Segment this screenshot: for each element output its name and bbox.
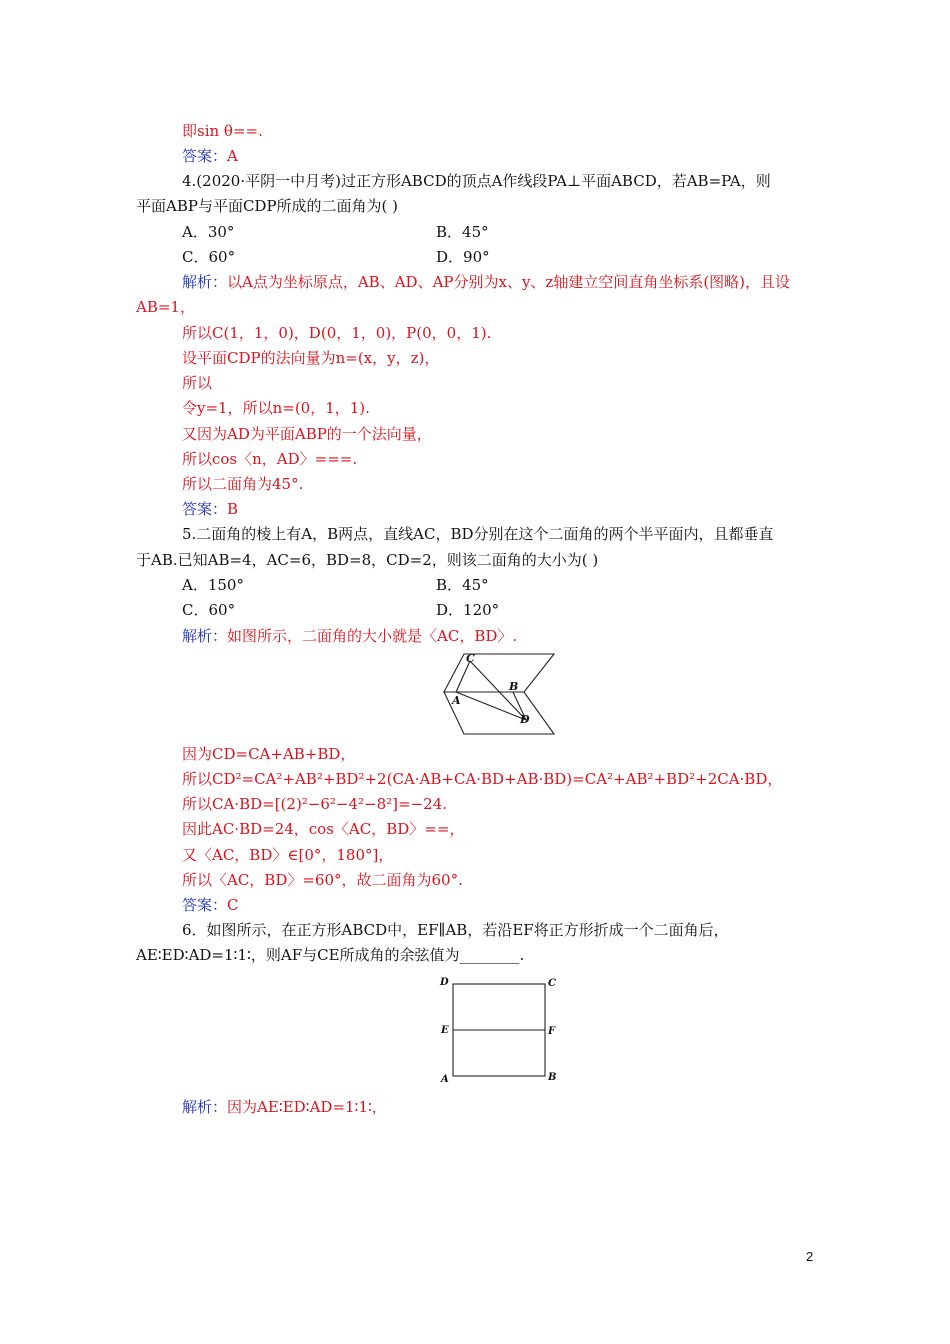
q4-option-c: C．60°: [182, 248, 236, 266]
answer-line: [182, 146, 238, 166]
text-line: 设平面CDP的法向量为n=(x，y，z)，: [182, 349, 440, 367]
q5-option-d: D．120°: [436, 601, 500, 619]
label-f: F: [548, 1026, 556, 1037]
text-line: 所以C(1，1，0)，D(0，1，0)，P(0，0，1).: [182, 324, 492, 342]
analysis-label: 解析：: [182, 273, 228, 291]
text-line: 因此AC·BD=24，cos〈AC，BD〉==，: [182, 820, 465, 838]
dihedral-angle-figure: [440, 650, 560, 738]
text-line: 所以〈AC，BD〉=60°，故二面角为60°.: [182, 871, 463, 889]
analysis-text: 如图所示，二面角的大小就是〈AC，BD〉.: [227, 627, 518, 645]
page-number: 2: [806, 1249, 814, 1264]
text-line: 令y=1，所以n=(0，1，1).: [182, 399, 370, 417]
analysis-line: [182, 1097, 387, 1117]
answer-line: [182, 895, 239, 915]
answer-value: C: [227, 896, 239, 914]
text-line: 所以二面角为45°.: [182, 475, 304, 493]
upper-half-plane: [444, 654, 554, 692]
question-5-text-cont: 于AB.已知AB=4，AC=6，BD=8，CD=2，则该二面角的大小为( ): [136, 551, 599, 569]
label-b: B: [509, 680, 519, 693]
q4-option-b: B．45°: [436, 223, 489, 241]
answer-value: A: [227, 147, 238, 165]
label-c: C: [466, 652, 475, 665]
text-line: 所以CA·BD=[(2)²−6²−4²−8²]=−24.: [182, 795, 448, 813]
q5-option-b: B．45°: [436, 576, 489, 594]
analysis-text: 以A点为坐标原点，AB、AD、AP分别为x、y、z轴建立空间直角坐标系(图略)，且设: [227, 273, 791, 291]
q5-option-c: C．60°: [182, 601, 236, 619]
label-a: A: [441, 1074, 449, 1085]
analysis-label: 解析：: [182, 627, 228, 645]
analysis-line: [182, 272, 790, 292]
question-4-text: 4.(2020·平阴一中月考)过正方形ABCD的顶点A作线段PA⊥平面ABCD，若AB=PA，则: [182, 172, 771, 190]
label-d: D: [520, 713, 530, 726]
q5-option-a: A．150°: [182, 576, 244, 594]
question-5-text: 5.二面角的棱上有A，B两点，直线AC，BD分别在这个二面角的两个半平面内，且都垂直: [182, 525, 774, 543]
label-e: E: [441, 1025, 449, 1036]
answer-line: [182, 499, 238, 519]
text-line: AB=1，: [136, 298, 195, 316]
q4-option-a: A．30°: [182, 223, 235, 241]
text-line: 因为CD=CA+AB+BD，: [182, 745, 356, 763]
text-line: 又因为AD为平面ABP的一个法向量，: [182, 425, 432, 443]
q4-option-d: D．90°: [436, 248, 490, 266]
label-a: A: [452, 694, 461, 707]
answer-label: 答案：: [182, 147, 228, 165]
question-4-text-cont: 平面ABP与平面CDP所成的二面角为( ): [136, 197, 399, 215]
analysis-text: 因为AE∶ED∶AD=1∶1∶，: [227, 1098, 387, 1116]
text-line: 所以cos〈n，AD〉===.: [182, 450, 358, 468]
text-line: 所以CD²=CA²+AB²+BD²+2(CA·AB+CA·BD+AB·BD)=CA²+AB²+BD²+2CA·BD，: [182, 770, 783, 788]
square-abcd-figure: [436, 974, 566, 1088]
label-d: D: [440, 977, 449, 988]
question-6-text: 6．如图所示，在正方形ABCD中，EF∥AB，若沿EF将正方形折成一个二面角后，: [182, 921, 729, 939]
label-c: C: [548, 978, 556, 989]
question-6-text-cont: AE∶ED∶AD=1∶1∶，则AF与CE所成角的余弦值为________.: [136, 946, 525, 964]
answer-label: 答案：: [182, 500, 228, 518]
analysis-label: 解析：: [182, 1098, 228, 1116]
answer-value: B: [227, 500, 239, 518]
text-line: 又〈AC，BD〉∈[0°，180°]，: [182, 846, 394, 864]
analysis-line: [182, 626, 517, 646]
text-line: 所以: [182, 374, 213, 392]
label-b: B: [548, 1072, 557, 1083]
answer-label: 答案：: [182, 896, 228, 914]
text-line: 即sin θ==.: [182, 122, 263, 140]
